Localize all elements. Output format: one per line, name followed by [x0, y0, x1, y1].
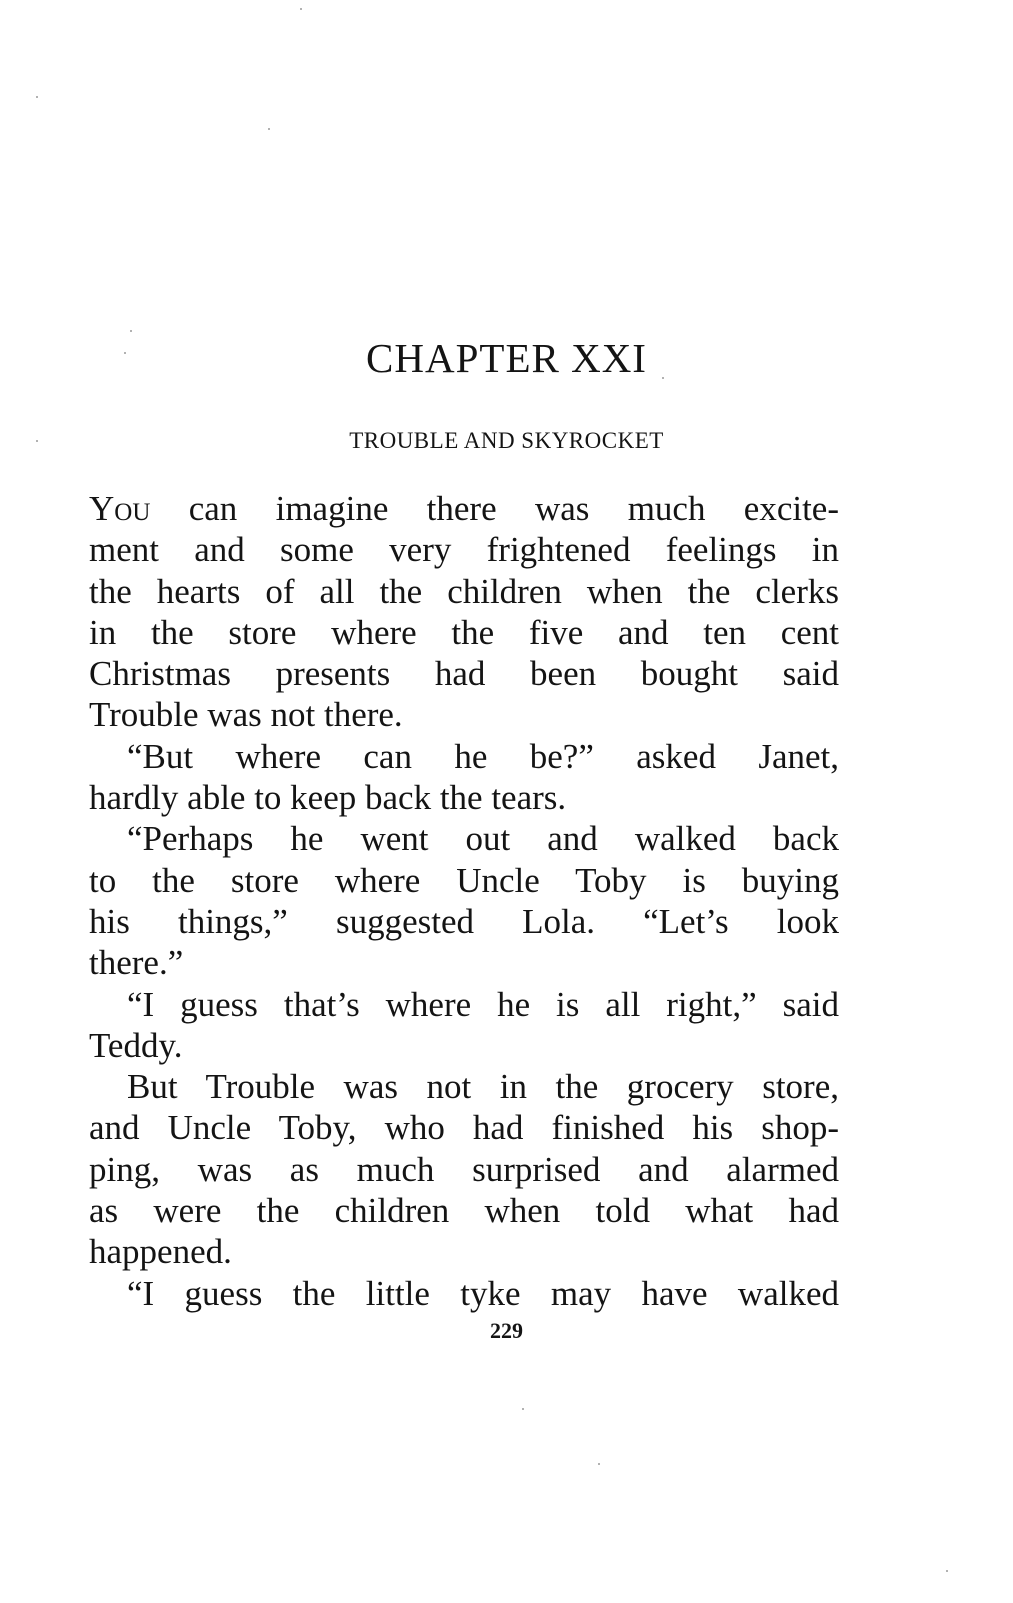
chapter-title: CHAPTER XXI: [366, 335, 647, 381]
text-line: as were the children when told what had: [89, 1191, 839, 1231]
scan-speck: [300, 8, 302, 10]
text-line: [89, 488, 839, 529]
page-number: 229: [490, 1318, 523, 1343]
scan-speck: [598, 1463, 600, 1465]
scan-speck: [268, 128, 270, 130]
scan-speck: [36, 96, 38, 98]
text-line: to the store where Uncle Toby is buying: [89, 860, 839, 900]
text-line: Teddy.: [89, 1025, 183, 1065]
text-line-rest: can imagine there was much excite-: [150, 489, 839, 528]
scan-speck: [36, 440, 38, 442]
scan-speck: [124, 352, 126, 354]
text-line: ment and some very frightened feelings in: [89, 530, 839, 570]
text-line: “Perhaps he went out and walked back: [127, 819, 839, 859]
drop-word: You: [89, 489, 151, 528]
text-line: Christmas presents had been bought said: [89, 654, 839, 694]
scan-speck: [946, 1570, 948, 1572]
text-line: ping, was as much surprised and alarmed: [89, 1149, 839, 1189]
text-line: “I guess that’s where he is all right,” said: [127, 984, 839, 1024]
text-line: hardly able to keep back the tears.: [89, 778, 567, 818]
text-line: and Uncle Toby, who had finished his shop-: [89, 1108, 839, 1148]
scan-speck: [522, 1408, 524, 1410]
text-line: “But where can he be?” asked Janet,: [127, 736, 839, 776]
text-line: the hearts of all the children when the clerks: [89, 571, 839, 611]
text-line: there.”: [89, 943, 184, 983]
text-line: But Trouble was not in the grocery store,: [127, 1067, 839, 1107]
text-line: happened.: [89, 1232, 232, 1272]
body-text: [89, 488, 839, 1314]
text-line: his things,” suggested Lola. “Let’s look: [89, 901, 839, 941]
text-line: “I guess the little tyke may have walked: [127, 1273, 839, 1313]
text-line: Trouble was not there.: [89, 695, 403, 735]
scan-speck: [662, 377, 664, 379]
chapter-subtitle: TROUBLE AND SKYROCKET: [349, 428, 664, 453]
text-line: in the store where the five and ten cent: [89, 612, 839, 652]
scan-speck: [130, 330, 132, 332]
